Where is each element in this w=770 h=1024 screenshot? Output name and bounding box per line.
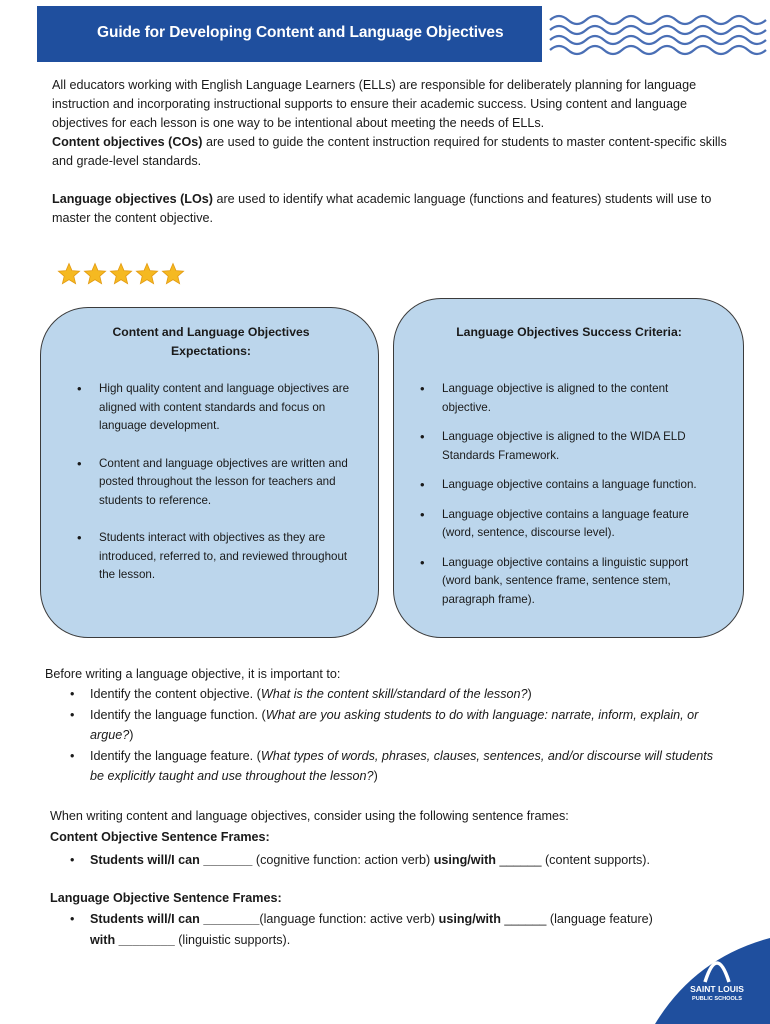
expectations-list: [77, 380, 357, 585]
language-objectives-definition: [52, 190, 732, 228]
list-item: • Identify the language feature. (What types of words, phrases, clauses, sentences, and/or discourse will students be explicitly taught and use throughout the lesson?): [66, 746, 726, 787]
star-icon: [161, 262, 185, 286]
star-icon: [135, 262, 159, 286]
list-item: • Language objective is aligned to the WIDA ELD Standards Framework.: [420, 428, 720, 465]
content-objectives-definition: [52, 133, 732, 171]
co-term: Content objectives (COs): [52, 135, 203, 149]
list-item: • Identify the language function. (What are you asking students to do with language: narrate, inform, explain, or argue?): [66, 705, 726, 746]
logo-line-1: SAINT LOUIS: [690, 984, 744, 994]
list-item: • Students will/I can ________(language function: active verb) using/with ______ (language feature) with ________ (linguistic supports).: [66, 909, 726, 950]
success-criteria-title: Language Objectives Success Criteria:: [456, 325, 682, 339]
lo-text: are used to identify what academic language (functions and features) students will use to master the content objective.: [52, 192, 712, 225]
language-frames-heading: Language Objective Sentence Frames:: [50, 891, 282, 905]
list-item: • Language objective contains a language function.: [420, 476, 720, 495]
before-writing-lead: Before writing a language objective, it is important to:: [45, 667, 341, 681]
star-icon: [83, 262, 107, 286]
content-frames-list: [66, 850, 746, 871]
header-banner: [37, 6, 542, 62]
content-frames-heading: Content Objective Sentence Frames:: [50, 830, 270, 844]
page-title: Guide for Developing Content and Language Objectives: [97, 24, 504, 41]
star-icon: [57, 262, 81, 286]
co-text: are used to guide the content instruction required for students to master content-specific skills and grade-level standards.: [52, 135, 727, 168]
list-item: • Students interact with objectives as they are introduced, referred to, and reviewed throughout the lesson.: [77, 529, 357, 585]
intro-section: [52, 76, 732, 228]
list-item: • Language objective contains a language feature (word, sentence, discourse level).: [420, 506, 720, 543]
frames-lead: When writing content and language objectives, consider using the following sentence frames:: [50, 809, 569, 823]
list-item: • High quality content and language objectives are aligned with content standards and focus on language development.: [77, 380, 357, 436]
list-item: • Students will/I can _______ (cognitive function: action verb) using/with ______ (content supports).: [66, 850, 746, 871]
star-rating: [57, 262, 185, 286]
success-criteria-list: [420, 380, 720, 609]
before-writing-list: [66, 684, 726, 787]
list-item: • Language objective is aligned to the content objective.: [420, 380, 720, 417]
lo-term: Language objectives (LOs): [52, 192, 213, 206]
before-writing-section: [45, 665, 745, 684]
wave-decoration-icon: [548, 10, 770, 62]
list-item: • Language objective contains a linguistic support (word bank, sentence frame, sentence stem, paragraph frame).: [420, 554, 720, 610]
success-criteria-box: [393, 298, 744, 638]
intro-paragraph: All educators working with English Language Learners (ELLs) are responsible for deliberately planning for language instruction and incorporating instructional supports to ensure their academic success. Using content and language objectives for each lesson is one way to be intentional about meeting the needs of ELLs.: [52, 78, 697, 130]
expectations-title: Content and Language Objectives Expectations:: [112, 325, 310, 358]
list-item: • Content and language objectives are written and posted throughout the lesson for teachers and students to reference.: [77, 455, 357, 511]
list-item: • Identify the content objective. (What is the content skill/standard of the lesson?): [66, 684, 726, 705]
language-frames-list: [66, 909, 726, 950]
star-icon: [109, 262, 133, 286]
expectations-box: [40, 307, 379, 638]
saint-louis-public-schools-logo: [655, 938, 770, 1024]
logo-line-2: PUBLIC SCHOOLS: [691, 996, 743, 1002]
